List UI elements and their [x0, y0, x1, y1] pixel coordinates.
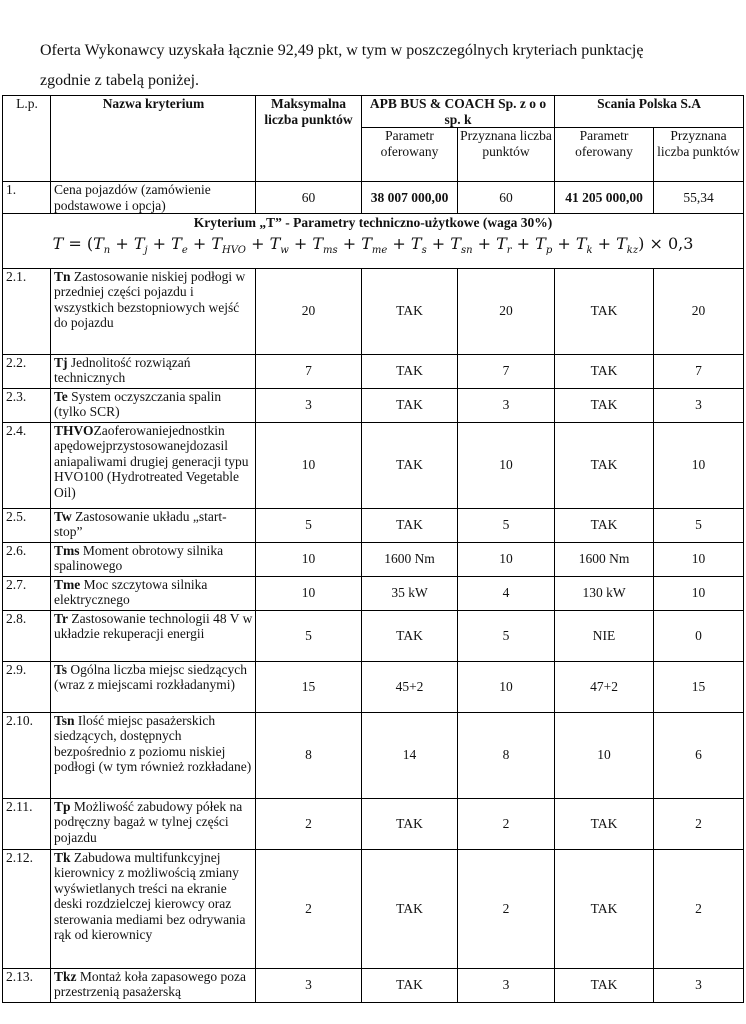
formula-plus: + — [288, 233, 313, 253]
formula-term-base: T — [535, 233, 546, 253]
criterion-row — [3, 968, 744, 1002]
price-name: Cena pojazdów (zamówienie podstawowe i opcja) — [51, 182, 256, 214]
formula-term-base: T — [211, 233, 223, 253]
header-b2-score: Przyznana liczba punktów — [654, 128, 744, 182]
criterion-max: 15 — [256, 661, 362, 712]
formula-term-sub: me — [371, 244, 388, 256]
formula-plus: + — [552, 233, 576, 253]
criterion-lp: 2.10. — [3, 712, 51, 798]
criterion-name — [51, 388, 256, 422]
criterion-lp: 2.12. — [3, 849, 51, 968]
criterion-b2-score: 20 — [654, 268, 744, 354]
formula-plus: + — [187, 233, 212, 253]
formula-term — [133, 233, 148, 256]
criterion-lp: 2.2. — [3, 354, 51, 388]
formula-term — [211, 233, 246, 256]
price-b2-param: 41 205 000,00 — [555, 182, 654, 214]
formula-term-base: T — [616, 233, 627, 253]
criterion-b2-score: 10 — [654, 576, 744, 610]
criterion-row — [3, 268, 744, 354]
criterion-lp: 2.13. — [3, 968, 51, 1002]
criterion-name — [51, 508, 256, 542]
criteria-table — [2, 95, 744, 1003]
criterion-row — [3, 712, 744, 798]
criterion-b1-score: 8 — [458, 712, 555, 798]
criterion-b2-param: TAK — [555, 508, 654, 542]
criterion-b2-score: 3 — [654, 968, 744, 1002]
intro-paragraph — [40, 36, 730, 96]
criterion-name — [51, 661, 256, 712]
formula-term-sub: e — [181, 244, 188, 256]
criterion-lp: 2.1. — [3, 268, 51, 354]
header-lp: L.p. — [3, 96, 51, 182]
criterion-b1-score: 5 — [458, 508, 555, 542]
criterion-name — [51, 968, 256, 1002]
criterion-code: Tk — [54, 849, 71, 865]
criterion-name — [51, 849, 256, 968]
criterion-name — [51, 542, 256, 576]
criterion-b1-score: 10 — [458, 661, 555, 712]
criterion-code: Tme — [54, 576, 81, 592]
criterion-row — [3, 798, 744, 849]
criterion-name — [51, 422, 256, 508]
formula-paren-open: ( — [86, 233, 94, 253]
formula-plus: + — [147, 233, 172, 253]
formula-term — [269, 233, 289, 256]
formula-term — [616, 233, 639, 256]
formula-term-sub: w — [280, 244, 289, 256]
criterion-b2-score: 2 — [654, 849, 744, 968]
formula-term-sub: j — [144, 244, 148, 256]
criterion-max: 5 — [256, 508, 362, 542]
header-b1-param: Parametr oferowany — [362, 128, 458, 182]
criterion-lp: 2.8. — [3, 610, 51, 661]
criterion-row — [3, 661, 744, 712]
criterion-row — [3, 388, 744, 422]
formula-term-base: T — [269, 233, 281, 253]
criterion-b1-param: TAK — [362, 422, 458, 508]
formula-term — [410, 233, 427, 256]
criterion-description: Zabudowa multifunkcyjnej kierownicy z możliwością zmiany wyświetlanych treści na ekranie deski rozdzielczej kierowcy oraz sterowania mediami bez odrywania rąk od kierownicy — [54, 849, 246, 943]
section-row — [3, 214, 744, 269]
formula-term-base: T — [171, 233, 182, 253]
formula-term-base: T — [133, 233, 145, 253]
criterion-code: Tj — [54, 354, 68, 370]
criterion-max: 20 — [256, 268, 362, 354]
formula-term — [361, 233, 388, 256]
criterion-b2-param: TAK — [555, 968, 654, 1002]
intro-line-2: zgodnie z tabelą poniżej. — [40, 72, 200, 89]
formula-plus: + — [426, 233, 451, 253]
formula-plus: + — [592, 233, 617, 253]
header-name: Nazwa kryterium — [51, 96, 256, 182]
formula-term — [496, 233, 512, 256]
intro-line-1: Oferta Wykonawcy uzyskała łącznie 92,49 pkt, w tym w poszczególnych kryteriach punktację — [40, 42, 644, 59]
criterion-b2-score: 10 — [654, 542, 744, 576]
formula-term — [575, 233, 593, 256]
criterion-name — [51, 798, 256, 849]
criterion-name — [51, 576, 256, 610]
criterion-b2-param: 1600 Nm — [555, 542, 654, 576]
criterion-max: 3 — [256, 968, 362, 1002]
formula-term-sub: s — [421, 244, 427, 256]
criterion-lp: 2.5. — [3, 508, 51, 542]
price-b1-param: 38 007 000,00 — [362, 182, 458, 214]
header-b2-param: Parametr oferowany — [555, 128, 654, 182]
criterion-code: Tkz — [54, 968, 77, 984]
criterion-b1-param: TAK — [362, 849, 458, 968]
formula-term — [535, 233, 553, 256]
price-max: 60 — [256, 182, 362, 214]
criterion-b2-param: TAK — [555, 354, 654, 388]
criterion-b2-param: TAK — [555, 798, 654, 849]
criterion-row — [3, 354, 744, 388]
criterion-b2-score: 3 — [654, 388, 744, 422]
criterion-code: Tr — [54, 610, 68, 626]
criterion-lp: 2.3. — [3, 388, 51, 422]
criterion-b1-score: 3 — [458, 968, 555, 1002]
criterion-b2-score: 7 — [654, 354, 744, 388]
criterion-lp: 2.9. — [3, 661, 51, 712]
criterion-description: System oczyszczania spalin (tylko SCR) — [54, 388, 222, 420]
criterion-b1-score: 20 — [458, 268, 555, 354]
criterion-max: 7 — [256, 354, 362, 388]
criterion-b2-param: 10 — [555, 712, 654, 798]
criterion-b2-param: TAK — [555, 422, 654, 508]
formula-plus: + — [511, 233, 536, 253]
criterion-name — [51, 268, 256, 354]
criterion-row — [3, 849, 744, 968]
criterion-description: Moment obrotowy silnika spalinowego — [54, 542, 224, 574]
criterion-description: Zastosowanie układu „start-stop” — [54, 508, 227, 540]
criterion-name — [51, 610, 256, 661]
criterion-b1-param: TAK — [362, 508, 458, 542]
formula-plus: + — [472, 233, 497, 253]
criterion-max: 2 — [256, 849, 362, 968]
criterion-b2-score: 10 — [654, 422, 744, 508]
criterion-b1-score: 7 — [458, 354, 555, 388]
formula-plus: + — [337, 233, 362, 253]
criterion-b1-param: TAK — [362, 798, 458, 849]
criterion-b2-param: 130 kW — [555, 576, 654, 610]
criterion-b1-score: 3 — [458, 388, 555, 422]
price-b2-score: 55,34 — [654, 182, 744, 214]
criterion-b1-param: TAK — [362, 610, 458, 661]
formula-term-base: T — [312, 233, 324, 253]
criterion-b2-param: TAK — [555, 268, 654, 354]
criterion-b2-score: 0 — [654, 610, 744, 661]
criterion-b1-param: TAK — [362, 388, 458, 422]
formula-lhs: T — [52, 233, 64, 253]
formula-term-sub: n — [103, 244, 111, 256]
criterion-description: Ogólna liczba miejsc siedzących (wraz z miejscami rozkładanymi) — [54, 661, 247, 693]
criterion-b2-param: TAK — [555, 849, 654, 968]
criterion-description: Moc szczytowa silnika elektrycznego — [54, 576, 208, 608]
criterion-description: Ilość miejsc pasażerskich siedzących, dostępnych bezpośrednio z poziomu niskiej podłogi (w tym również rozkładane) — [54, 712, 252, 775]
criterion-code: Tn — [54, 268, 71, 284]
criterion-code: Ts — [54, 661, 68, 677]
formula-factor: × 0,3 — [644, 233, 694, 253]
price-row — [3, 182, 744, 214]
price-b1-score: 60 — [458, 182, 555, 214]
formula-term — [312, 233, 338, 256]
criterion-b2-param: TAK — [555, 388, 654, 422]
criterion-max: 3 — [256, 388, 362, 422]
formula-term — [450, 233, 473, 256]
price-lp: 1. — [3, 182, 51, 214]
formula-paren-close: ) — [638, 233, 645, 253]
criterion-b1-score: 10 — [458, 422, 555, 508]
criterion-code: Tw — [54, 508, 72, 524]
criterion-b1-param: TAK — [362, 268, 458, 354]
criterion-max: 8 — [256, 712, 362, 798]
formula-term-sub: HVO — [222, 244, 246, 256]
criterion-code: Tp — [54, 798, 71, 814]
criterion-b1-score: 4 — [458, 576, 555, 610]
formula-plus: + — [245, 233, 270, 253]
criterion-name — [51, 354, 256, 388]
criterion-max: 10 — [256, 542, 362, 576]
formula-term — [171, 233, 188, 256]
criterion-description: Montaż koła zapasowego poza przestrzenią pasażerską — [54, 968, 246, 1000]
formula-term-base: T — [361, 233, 372, 253]
section-title: Kryterium „T” - Parametry techniczno-użytkowe (waga 30%) — [193, 215, 553, 230]
criterion-lp: 2.11. — [3, 798, 51, 849]
criterion-description: Możliwość zabudowy półek na podręczny bagaż w tylnej części pojazdu — [54, 798, 243, 845]
criterion-name — [51, 712, 256, 798]
criterion-b2-score: 5 — [654, 508, 744, 542]
criterion-b2-param: NIE — [555, 610, 654, 661]
criterion-b1-score: 10 — [458, 542, 555, 576]
formula-eq: = — [63, 233, 87, 253]
formula-term-sub: sn — [460, 244, 473, 256]
formula-term-sub: r — [506, 244, 512, 256]
criterion-b1-score: 2 — [458, 798, 555, 849]
formula-term-sub: kz — [626, 244, 639, 256]
formula-term-base: T — [410, 233, 422, 253]
criterion-b2-score: 15 — [654, 661, 744, 712]
criterion-row — [3, 610, 744, 661]
criterion-b1-param: TAK — [362, 968, 458, 1002]
criterion-code: Tms — [54, 542, 80, 558]
criterion-row — [3, 508, 744, 542]
header-max-points: Maksymalna liczba punktów — [256, 96, 362, 182]
criterion-max: 2 — [256, 798, 362, 849]
formula-term-sub: p — [545, 244, 553, 256]
formula-plus: + — [110, 233, 134, 253]
formula-plus: + — [387, 233, 411, 253]
criterion-max: 5 — [256, 610, 362, 661]
criterion-b2-score: 6 — [654, 712, 744, 798]
criterion-b1-score: 5 — [458, 610, 555, 661]
criterion-code: Te — [54, 388, 68, 404]
criterion-description: Zastosowanie niskiej podłogi w przedniej części pojazdu i wszystkich bezstopniowych wejść do pojazdu — [54, 268, 246, 331]
criterion-b1-param: 1600 Nm — [362, 542, 458, 576]
criterion-lp: 2.4. — [3, 422, 51, 508]
formula-term-base: T — [496, 233, 507, 253]
criterion-description: Zastosowanie technologii 48 V w układzie rekuperacji energii — [54, 610, 253, 642]
header-bidder-1: APB BUS & COACH Sp. z o o sp. k — [362, 96, 555, 128]
header-row-1 — [3, 96, 744, 128]
criterion-lp: 2.7. — [3, 576, 51, 610]
criterion-b2-param: 47+2 — [555, 661, 654, 712]
formula-term — [93, 233, 111, 256]
criterion-b1-param: 14 — [362, 712, 458, 798]
formula-term-sub: ms — [323, 244, 338, 256]
criterion-row — [3, 576, 744, 610]
criterion-row — [3, 422, 744, 508]
criterion-lp: 2.6. — [3, 542, 51, 576]
formula-term-base: T — [575, 233, 587, 253]
formula-term-base: T — [450, 233, 461, 253]
criterion-code: THVO — [54, 422, 94, 438]
criterion-b1-param: 45+2 — [362, 661, 458, 712]
formula-term-sub: k — [586, 244, 593, 256]
formula — [3, 231, 743, 268]
criterion-max: 10 — [256, 576, 362, 610]
section-cell — [3, 214, 744, 269]
criterion-max: 10 — [256, 422, 362, 508]
header-bidder-2: Scania Polska S.A — [555, 96, 744, 128]
criterion-b1-param: 35 kW — [362, 576, 458, 610]
header-b1-score: Przyznana liczba punktów — [458, 128, 555, 182]
criterion-description: Zaoferowaniejednostkin apędowejprzystosowanejdozasil aniapaliwami drugiej generacji typu HVO100 (Hydrotreated Vegetable Oil) — [54, 422, 249, 500]
criterion-row — [3, 542, 744, 576]
criterion-b1-param: TAK — [362, 354, 458, 388]
criterion-code: Tsn — [54, 712, 75, 728]
criterion-description: Jednolitość rozwiązań technicznych — [54, 354, 191, 386]
criterion-b2-score: 2 — [654, 798, 744, 849]
criterion-b1-score: 2 — [458, 849, 555, 968]
formula-term-base: T — [93, 233, 104, 253]
